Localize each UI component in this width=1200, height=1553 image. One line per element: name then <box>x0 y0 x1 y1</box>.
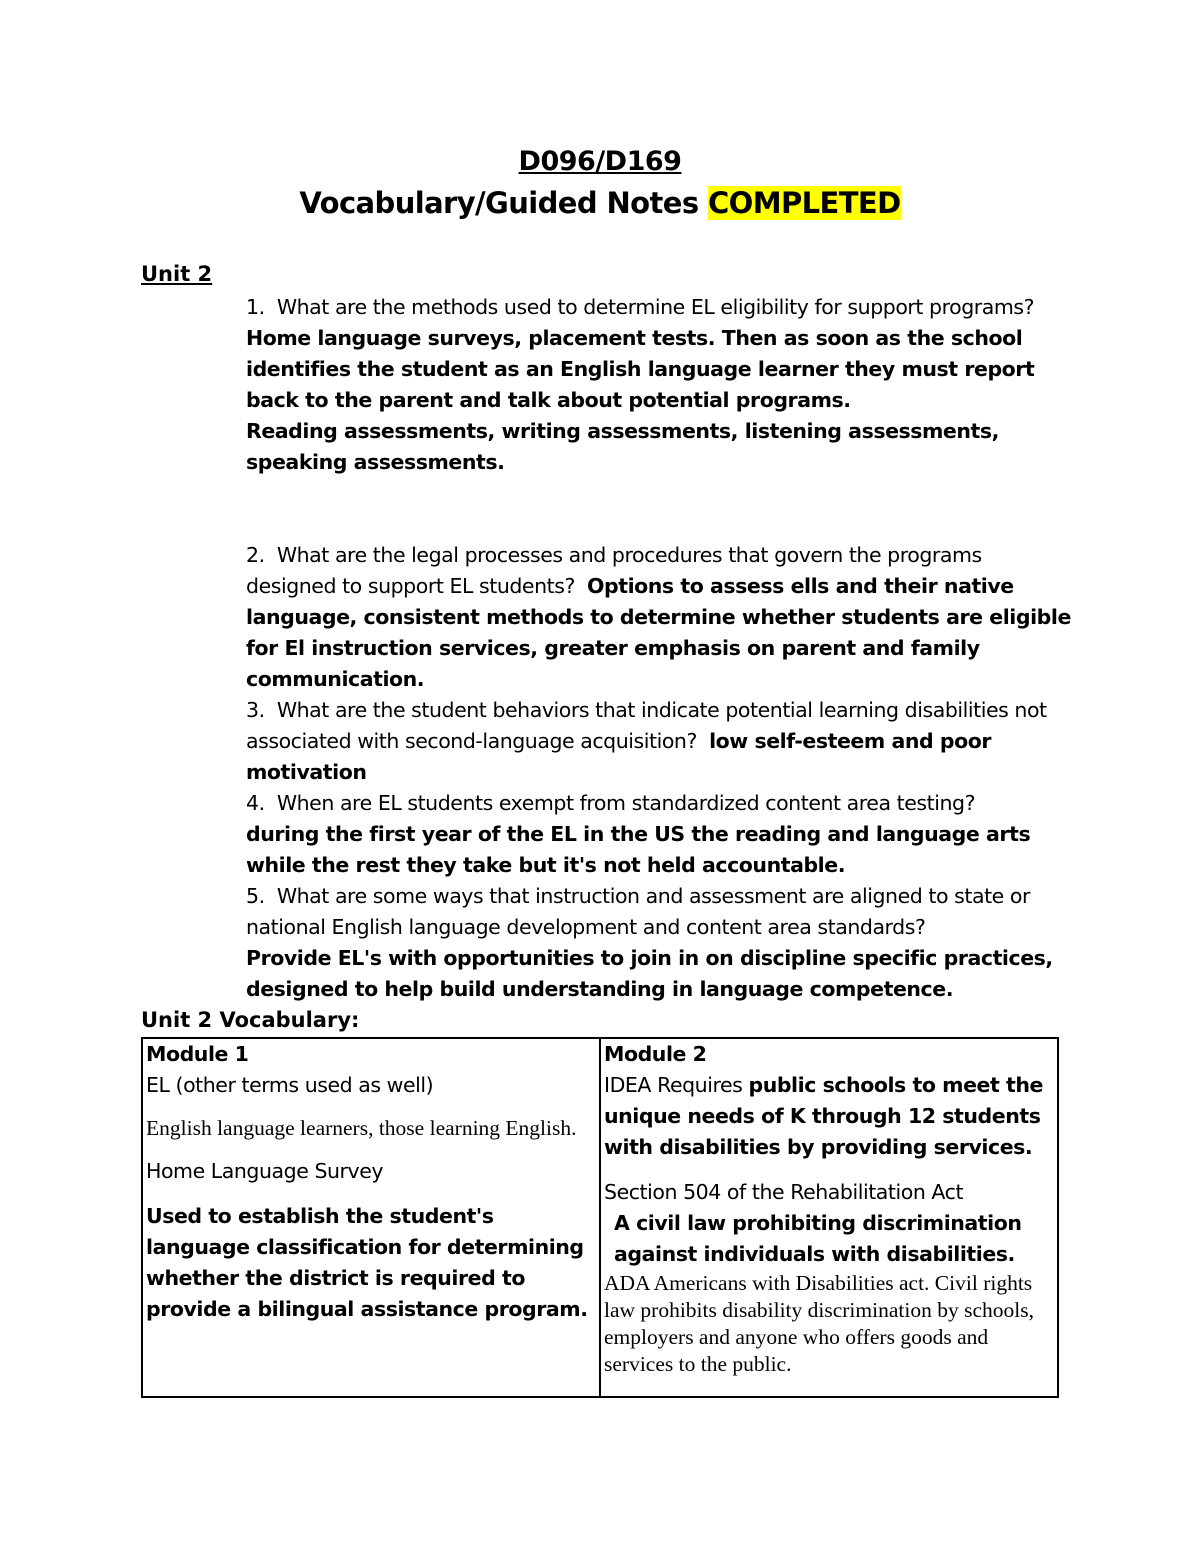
module-2-cell <box>600 1038 1058 1397</box>
vocabulary-table <box>141 1037 1059 1398</box>
question-text: 1. What are the methods used to determine EL eligibility for support programs? <box>246 295 1035 319</box>
answer-text: Home language surveys, placement tests. Then as soon as the school identifies the student as an English language learner they must report back to the parent and talk about potential programs. <box>246 326 1035 412</box>
module-1-term-1: EL (other terms used as well) <box>146 1073 434 1097</box>
question-3 <box>246 695 1076 788</box>
question-text: What are the legal processes and procedures that govern the programs designed to support EL students? <box>246 543 982 598</box>
question-text: What are the student behaviors that indicate potential learning disabilities not associated with second-language acquisition? <box>246 698 1047 753</box>
module-2-heading: Module 2 <box>604 1042 707 1066</box>
question-2 <box>246 540 1076 695</box>
module-2-definition-2: A civil law prohibiting discrimination against individuals with disabilities. <box>614 1211 1022 1266</box>
module-1-definition-1: English language learners, those learning English. <box>146 1116 577 1140</box>
module-2-term-3: ADA Americans with Disabilities act. Civil rights law prohibits disability discrimination by schools, employers and anyone who offers goods and services to the public. <box>604 1271 1034 1376</box>
module-2-definition-1: public schools to meet the unique needs of K through 12 students with disabilities by providing services. <box>604 1073 1043 1159</box>
vocabulary-label: Unit 2 Vocabulary: <box>141 1008 360 1032</box>
answer-text: Provide EL's with opportunities to join in on discipline specific practices, designed to help build understanding in language competence. <box>246 946 1053 1001</box>
module-2-term-1: IDEA Requires <box>604 1073 743 1097</box>
answer-text-2: Reading assessments, writing assessments, listening assessments, speaking assessments. <box>246 419 999 474</box>
question-number: 4. <box>246 791 265 815</box>
module-1-term-2: Home Language Survey <box>146 1159 384 1183</box>
title-main: Vocabulary/Guided Notes <box>299 186 708 220</box>
module-2-entry-1 <box>604 1070 1057 1163</box>
question-4 <box>246 788 1076 881</box>
unit-heading: Unit 2 <box>141 262 213 286</box>
question-number: 2. <box>246 543 265 567</box>
question-5 <box>246 881 1076 1005</box>
module-1-definition-2: Used to establish the student's language classification for determining whether the district is required to provide a bilingual assistance program. <box>146 1204 588 1321</box>
answer-text: low self-esteem and poor motivation <box>246 729 992 784</box>
module-1-heading: Module 1 <box>146 1042 249 1066</box>
answer-text: during the first year of the EL in the US the reading and language arts while the rest they take but it's not held accountable. <box>246 822 1031 877</box>
question-text: What are some ways that instruction and assessment are aligned to state or national English language development and content area standards? <box>246 884 1030 939</box>
course-code: D096/D169 <box>518 146 682 177</box>
title-highlight: COMPLETED <box>708 186 901 220</box>
answer-text: Options to assess ells and their native language, consistent methods to determine whether students are eligible for El instruction services, greater emphasis on parent and family communication. <box>246 574 1071 691</box>
question-1 <box>246 292 1076 478</box>
question-number: 5. <box>246 884 265 908</box>
question-number: 3. <box>246 698 265 722</box>
module-2-term-2: Section 504 of the Rehabilitation Act <box>604 1180 964 1204</box>
question-text: When are EL students exempt from standardized content area testing? <box>276 791 976 815</box>
question-number: 1. <box>246 295 265 319</box>
page-title <box>0 186 1200 220</box>
module-1-cell <box>142 1038 600 1397</box>
